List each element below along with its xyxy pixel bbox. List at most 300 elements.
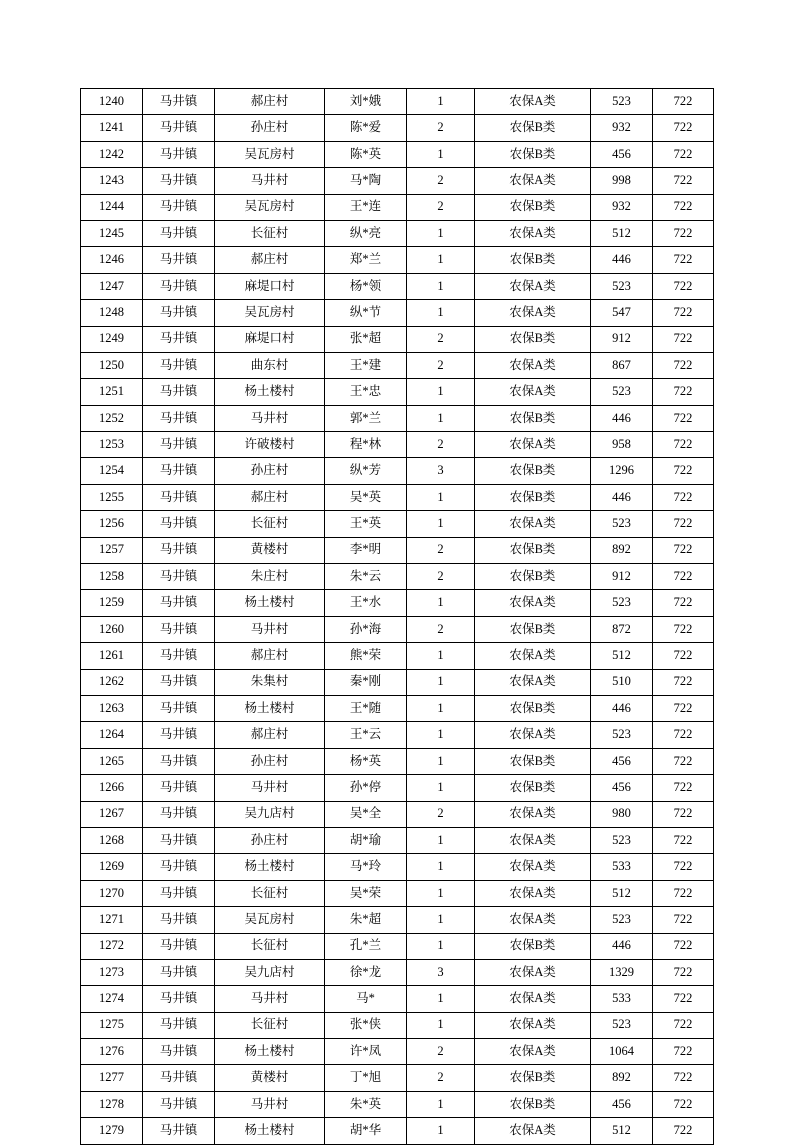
cell-amount: 523 bbox=[591, 1012, 653, 1038]
cell-name: 张*侠 bbox=[325, 1012, 407, 1038]
cell-seq: 1254 bbox=[81, 458, 143, 484]
cell-town: 马井镇 bbox=[143, 432, 215, 458]
cell-village: 孙庄村 bbox=[215, 115, 325, 141]
table-row bbox=[81, 273, 714, 299]
cell-standard: 722 bbox=[653, 1091, 714, 1117]
cell-seq: 1250 bbox=[81, 352, 143, 378]
cell-name: 秦*刚 bbox=[325, 669, 407, 695]
cell-count: 1 bbox=[407, 669, 475, 695]
cell-amount: 547 bbox=[591, 300, 653, 326]
cell-count: 1 bbox=[407, 273, 475, 299]
cell-name: 朱*云 bbox=[325, 564, 407, 590]
cell-count: 1 bbox=[407, 695, 475, 721]
cell-amount: 1064 bbox=[591, 1039, 653, 1065]
table-row bbox=[81, 168, 714, 194]
table-row bbox=[81, 352, 714, 378]
cell-amount: 512 bbox=[591, 220, 653, 246]
cell-standard: 722 bbox=[653, 326, 714, 352]
table-row bbox=[81, 722, 714, 748]
cell-count: 1 bbox=[407, 722, 475, 748]
cell-seq: 1252 bbox=[81, 405, 143, 431]
cell-type: 农保B类 bbox=[475, 247, 591, 273]
cell-count: 1 bbox=[407, 854, 475, 880]
cell-count: 2 bbox=[407, 352, 475, 378]
cell-type: 农保A类 bbox=[475, 827, 591, 853]
cell-name: 纵*节 bbox=[325, 300, 407, 326]
cell-seq: 1249 bbox=[81, 326, 143, 352]
cell-amount: 446 bbox=[591, 695, 653, 721]
table-row bbox=[81, 458, 714, 484]
cell-seq: 1265 bbox=[81, 748, 143, 774]
cell-name: 刘*娥 bbox=[325, 89, 407, 115]
cell-type: 农保B类 bbox=[475, 194, 591, 220]
cell-town: 马井镇 bbox=[143, 854, 215, 880]
cell-standard: 722 bbox=[653, 880, 714, 906]
cell-standard: 722 bbox=[653, 379, 714, 405]
cell-town: 马井镇 bbox=[143, 247, 215, 273]
cell-name: 胡*华 bbox=[325, 1118, 407, 1144]
cell-town: 马井镇 bbox=[143, 458, 215, 484]
cell-seq: 1259 bbox=[81, 590, 143, 616]
cell-town: 马井镇 bbox=[143, 300, 215, 326]
cell-town: 马井镇 bbox=[143, 907, 215, 933]
cell-standard: 722 bbox=[653, 854, 714, 880]
cell-type: 农保A类 bbox=[475, 669, 591, 695]
cell-village: 长征村 bbox=[215, 880, 325, 906]
cell-amount: 523 bbox=[591, 722, 653, 748]
cell-seq: 1277 bbox=[81, 1065, 143, 1091]
cell-standard: 722 bbox=[653, 511, 714, 537]
cell-standard: 722 bbox=[653, 432, 714, 458]
cell-standard: 722 bbox=[653, 458, 714, 484]
cell-amount: 523 bbox=[591, 89, 653, 115]
table-row bbox=[81, 115, 714, 141]
cell-seq: 1247 bbox=[81, 273, 143, 299]
table-row bbox=[81, 1039, 714, 1065]
cell-seq: 1263 bbox=[81, 695, 143, 721]
cell-standard: 722 bbox=[653, 643, 714, 669]
cell-name: 吴*荣 bbox=[325, 880, 407, 906]
cell-town: 马井镇 bbox=[143, 1039, 215, 1065]
cell-village: 郝庄村 bbox=[215, 247, 325, 273]
cell-village: 长征村 bbox=[215, 511, 325, 537]
cell-seq: 1271 bbox=[81, 907, 143, 933]
cell-type: 农保A类 bbox=[475, 168, 591, 194]
cell-village: 马井村 bbox=[215, 168, 325, 194]
cell-type: 农保A类 bbox=[475, 907, 591, 933]
cell-name: 王*忠 bbox=[325, 379, 407, 405]
cell-name: 马*玲 bbox=[325, 854, 407, 880]
cell-type: 农保B类 bbox=[475, 775, 591, 801]
cell-village: 孙庄村 bbox=[215, 748, 325, 774]
cell-type: 农保A类 bbox=[475, 959, 591, 985]
cell-type: 农保A类 bbox=[475, 89, 591, 115]
table-body bbox=[81, 89, 714, 1145]
cell-count: 1 bbox=[407, 511, 475, 537]
cell-seq: 1253 bbox=[81, 432, 143, 458]
cell-amount: 958 bbox=[591, 432, 653, 458]
cell-seq: 1266 bbox=[81, 775, 143, 801]
cell-type: 农保A类 bbox=[475, 379, 591, 405]
cell-standard: 722 bbox=[653, 1065, 714, 1091]
cell-town: 马井镇 bbox=[143, 273, 215, 299]
cell-standard: 722 bbox=[653, 168, 714, 194]
cell-count: 1 bbox=[407, 1091, 475, 1117]
table-row bbox=[81, 247, 714, 273]
cell-village: 吴瓦房村 bbox=[215, 300, 325, 326]
cell-seq: 1270 bbox=[81, 880, 143, 906]
cell-amount: 1329 bbox=[591, 959, 653, 985]
cell-count: 2 bbox=[407, 1039, 475, 1065]
table-row bbox=[81, 695, 714, 721]
table-row bbox=[81, 326, 714, 352]
cell-type: 农保B类 bbox=[475, 326, 591, 352]
cell-town: 马井镇 bbox=[143, 141, 215, 167]
cell-village: 孙庄村 bbox=[215, 827, 325, 853]
cell-town: 马井镇 bbox=[143, 669, 215, 695]
cell-count: 1 bbox=[407, 907, 475, 933]
table-row bbox=[81, 1091, 714, 1117]
cell-type: 农保A类 bbox=[475, 432, 591, 458]
cell-amount: 533 bbox=[591, 854, 653, 880]
cell-village: 朱庄村 bbox=[215, 564, 325, 590]
cell-name: 王*水 bbox=[325, 590, 407, 616]
cell-name: 张*超 bbox=[325, 326, 407, 352]
cell-seq: 1244 bbox=[81, 194, 143, 220]
cell-town: 马井镇 bbox=[143, 590, 215, 616]
cell-standard: 722 bbox=[653, 722, 714, 748]
cell-name: 纵*亮 bbox=[325, 220, 407, 246]
cell-village: 郝庄村 bbox=[215, 722, 325, 748]
cell-village: 孙庄村 bbox=[215, 458, 325, 484]
cell-count: 1 bbox=[407, 643, 475, 669]
cell-seq: 1260 bbox=[81, 616, 143, 642]
cell-amount: 456 bbox=[591, 748, 653, 774]
cell-type: 农保A类 bbox=[475, 273, 591, 299]
cell-town: 马井镇 bbox=[143, 220, 215, 246]
cell-type: 农保B类 bbox=[475, 484, 591, 510]
cell-standard: 722 bbox=[653, 748, 714, 774]
cell-name: 丁*旭 bbox=[325, 1065, 407, 1091]
cell-name: 孔*兰 bbox=[325, 933, 407, 959]
table-row bbox=[81, 220, 714, 246]
cell-village: 马井村 bbox=[215, 405, 325, 431]
cell-village: 朱集村 bbox=[215, 669, 325, 695]
cell-amount: 980 bbox=[591, 801, 653, 827]
cell-seq: 1272 bbox=[81, 933, 143, 959]
cell-town: 马井镇 bbox=[143, 616, 215, 642]
cell-type: 农保B类 bbox=[475, 1091, 591, 1117]
cell-village: 许破楼村 bbox=[215, 432, 325, 458]
cell-amount: 523 bbox=[591, 827, 653, 853]
cell-standard: 722 bbox=[653, 300, 714, 326]
cell-count: 1 bbox=[407, 247, 475, 273]
cell-amount: 512 bbox=[591, 1118, 653, 1144]
cell-standard: 722 bbox=[653, 616, 714, 642]
cell-count: 2 bbox=[407, 537, 475, 563]
cell-name: 李*明 bbox=[325, 537, 407, 563]
cell-standard: 722 bbox=[653, 537, 714, 563]
cell-village: 黄楼村 bbox=[215, 537, 325, 563]
cell-name: 朱*超 bbox=[325, 907, 407, 933]
cell-name: 陈*英 bbox=[325, 141, 407, 167]
cell-town: 马井镇 bbox=[143, 326, 215, 352]
table-row bbox=[81, 379, 714, 405]
table-row bbox=[81, 854, 714, 880]
cell-standard: 722 bbox=[653, 959, 714, 985]
cell-amount: 512 bbox=[591, 643, 653, 669]
cell-count: 2 bbox=[407, 168, 475, 194]
cell-standard: 722 bbox=[653, 352, 714, 378]
cell-town: 马井镇 bbox=[143, 748, 215, 774]
cell-type: 农保A类 bbox=[475, 722, 591, 748]
cell-amount: 892 bbox=[591, 1065, 653, 1091]
cell-town: 马井镇 bbox=[143, 379, 215, 405]
cell-standard: 722 bbox=[653, 273, 714, 299]
cell-town: 马井镇 bbox=[143, 827, 215, 853]
cell-type: 农保A类 bbox=[475, 352, 591, 378]
cell-type: 农保A类 bbox=[475, 854, 591, 880]
cell-seq: 1267 bbox=[81, 801, 143, 827]
cell-amount: 446 bbox=[591, 933, 653, 959]
cell-town: 马井镇 bbox=[143, 1065, 215, 1091]
cell-town: 马井镇 bbox=[143, 695, 215, 721]
cell-village: 吴九店村 bbox=[215, 801, 325, 827]
cell-town: 马井镇 bbox=[143, 933, 215, 959]
cell-village: 吴瓦房村 bbox=[215, 194, 325, 220]
cell-name: 马*陶 bbox=[325, 168, 407, 194]
cell-count: 1 bbox=[407, 379, 475, 405]
cell-amount: 523 bbox=[591, 590, 653, 616]
cell-standard: 722 bbox=[653, 669, 714, 695]
cell-count: 1 bbox=[407, 933, 475, 959]
cell-name: 马* bbox=[325, 986, 407, 1012]
cell-seq: 1278 bbox=[81, 1091, 143, 1117]
cell-count: 2 bbox=[407, 616, 475, 642]
cell-name: 程*林 bbox=[325, 432, 407, 458]
cell-amount: 892 bbox=[591, 537, 653, 563]
cell-amount: 932 bbox=[591, 194, 653, 220]
cell-village: 长征村 bbox=[215, 1012, 325, 1038]
cell-name: 许*凤 bbox=[325, 1039, 407, 1065]
cell-standard: 722 bbox=[653, 775, 714, 801]
cell-name: 孙*停 bbox=[325, 775, 407, 801]
table-row bbox=[81, 1065, 714, 1091]
cell-village: 吴瓦房村 bbox=[215, 141, 325, 167]
cell-count: 1 bbox=[407, 827, 475, 853]
table-row bbox=[81, 300, 714, 326]
cell-count: 1 bbox=[407, 1118, 475, 1144]
table-row bbox=[81, 959, 714, 985]
cell-type: 农保B类 bbox=[475, 537, 591, 563]
cell-town: 马井镇 bbox=[143, 1118, 215, 1144]
cell-type: 农保B类 bbox=[475, 115, 591, 141]
cell-type: 农保B类 bbox=[475, 405, 591, 431]
cell-name: 王*随 bbox=[325, 695, 407, 721]
cell-town: 马井镇 bbox=[143, 564, 215, 590]
cell-village: 马井村 bbox=[215, 1091, 325, 1117]
cell-count: 1 bbox=[407, 880, 475, 906]
table-row bbox=[81, 590, 714, 616]
table-row bbox=[81, 986, 714, 1012]
table-row bbox=[81, 748, 714, 774]
table-row bbox=[81, 616, 714, 642]
cell-village: 郝庄村 bbox=[215, 89, 325, 115]
cell-seq: 1243 bbox=[81, 168, 143, 194]
cell-standard: 722 bbox=[653, 907, 714, 933]
cell-village: 郝庄村 bbox=[215, 484, 325, 510]
cell-seq: 1240 bbox=[81, 89, 143, 115]
table-row bbox=[81, 801, 714, 827]
cell-name: 陈*爱 bbox=[325, 115, 407, 141]
cell-village: 吴九店村 bbox=[215, 959, 325, 985]
cell-standard: 722 bbox=[653, 141, 714, 167]
cell-amount: 456 bbox=[591, 1091, 653, 1117]
cell-seq: 1264 bbox=[81, 722, 143, 748]
cell-name: 孙*海 bbox=[325, 616, 407, 642]
table-row bbox=[81, 933, 714, 959]
cell-count: 2 bbox=[407, 1065, 475, 1091]
cell-name: 郑*兰 bbox=[325, 247, 407, 273]
table-row bbox=[81, 669, 714, 695]
cell-type: 农保B类 bbox=[475, 564, 591, 590]
cell-village: 马井村 bbox=[215, 986, 325, 1012]
table-row bbox=[81, 405, 714, 431]
cell-type: 农保A类 bbox=[475, 511, 591, 537]
cell-standard: 722 bbox=[653, 986, 714, 1012]
cell-seq: 1273 bbox=[81, 959, 143, 985]
cell-village: 麻堤口村 bbox=[215, 326, 325, 352]
cell-village: 黄楼村 bbox=[215, 1065, 325, 1091]
cell-seq: 1269 bbox=[81, 854, 143, 880]
cell-name: 郭*兰 bbox=[325, 405, 407, 431]
cell-count: 2 bbox=[407, 326, 475, 352]
cell-village: 杨土楼村 bbox=[215, 1039, 325, 1065]
cell-standard: 722 bbox=[653, 590, 714, 616]
table-row bbox=[81, 775, 714, 801]
cell-standard: 722 bbox=[653, 933, 714, 959]
cell-standard: 722 bbox=[653, 115, 714, 141]
table-row bbox=[81, 537, 714, 563]
cell-type: 农保A类 bbox=[475, 1012, 591, 1038]
cell-amount: 1296 bbox=[591, 458, 653, 484]
cell-count: 1 bbox=[407, 1012, 475, 1038]
cell-amount: 446 bbox=[591, 405, 653, 431]
cell-seq: 1276 bbox=[81, 1039, 143, 1065]
cell-type: 农保A类 bbox=[475, 986, 591, 1012]
cell-village: 杨土楼村 bbox=[215, 379, 325, 405]
table-row bbox=[81, 141, 714, 167]
cell-count: 2 bbox=[407, 432, 475, 458]
cell-town: 马井镇 bbox=[143, 801, 215, 827]
cell-name: 王*连 bbox=[325, 194, 407, 220]
cell-village: 杨土楼村 bbox=[215, 695, 325, 721]
cell-type: 农保B类 bbox=[475, 1065, 591, 1091]
cell-standard: 722 bbox=[653, 827, 714, 853]
cell-seq: 1268 bbox=[81, 827, 143, 853]
cell-name: 熊*荣 bbox=[325, 643, 407, 669]
cell-standard: 722 bbox=[653, 695, 714, 721]
cell-town: 马井镇 bbox=[143, 537, 215, 563]
table-row bbox=[81, 907, 714, 933]
cell-amount: 998 bbox=[591, 168, 653, 194]
cell-type: 农保A类 bbox=[475, 801, 591, 827]
cell-village: 杨土楼村 bbox=[215, 590, 325, 616]
cell-seq: 1257 bbox=[81, 537, 143, 563]
cell-town: 马井镇 bbox=[143, 511, 215, 537]
cell-seq: 1242 bbox=[81, 141, 143, 167]
cell-town: 马井镇 bbox=[143, 643, 215, 669]
cell-town: 马井镇 bbox=[143, 89, 215, 115]
cell-village: 郝庄村 bbox=[215, 643, 325, 669]
cell-count: 3 bbox=[407, 458, 475, 484]
cell-amount: 932 bbox=[591, 115, 653, 141]
cell-amount: 456 bbox=[591, 775, 653, 801]
cell-type: 农保A类 bbox=[475, 300, 591, 326]
cell-name: 吴*全 bbox=[325, 801, 407, 827]
table-row bbox=[81, 827, 714, 853]
cell-count: 1 bbox=[407, 986, 475, 1012]
cell-town: 马井镇 bbox=[143, 352, 215, 378]
cell-seq: 1261 bbox=[81, 643, 143, 669]
cell-town: 马井镇 bbox=[143, 405, 215, 431]
cell-amount: 872 bbox=[591, 616, 653, 642]
cell-town: 马井镇 bbox=[143, 115, 215, 141]
table-row bbox=[81, 1012, 714, 1038]
cell-name: 徐*龙 bbox=[325, 959, 407, 985]
cell-amount: 912 bbox=[591, 326, 653, 352]
cell-seq: 1246 bbox=[81, 247, 143, 273]
cell-standard: 722 bbox=[653, 484, 714, 510]
cell-standard: 722 bbox=[653, 220, 714, 246]
table-row bbox=[81, 564, 714, 590]
cell-town: 马井镇 bbox=[143, 168, 215, 194]
cell-name: 吴*英 bbox=[325, 484, 407, 510]
cell-standard: 722 bbox=[653, 89, 714, 115]
cell-standard: 722 bbox=[653, 801, 714, 827]
cell-town: 马井镇 bbox=[143, 775, 215, 801]
cell-amount: 523 bbox=[591, 907, 653, 933]
cell-type: 农保B类 bbox=[475, 141, 591, 167]
cell-amount: 523 bbox=[591, 511, 653, 537]
cell-amount: 867 bbox=[591, 352, 653, 378]
cell-seq: 1256 bbox=[81, 511, 143, 537]
cell-type: 农保B类 bbox=[475, 695, 591, 721]
cell-seq: 1248 bbox=[81, 300, 143, 326]
cell-standard: 722 bbox=[653, 405, 714, 431]
cell-count: 2 bbox=[407, 564, 475, 590]
cell-seq: 1255 bbox=[81, 484, 143, 510]
cell-name: 王*云 bbox=[325, 722, 407, 748]
table-row bbox=[81, 484, 714, 510]
cell-village: 马井村 bbox=[215, 616, 325, 642]
cell-seq: 1275 bbox=[81, 1012, 143, 1038]
cell-seq: 1262 bbox=[81, 669, 143, 695]
cell-count: 1 bbox=[407, 89, 475, 115]
cell-amount: 446 bbox=[591, 247, 653, 273]
cell-standard: 722 bbox=[653, 194, 714, 220]
cell-village: 吴瓦房村 bbox=[215, 907, 325, 933]
cell-type: 农保B类 bbox=[475, 458, 591, 484]
cell-name: 杨*领 bbox=[325, 273, 407, 299]
cell-type: 农保A类 bbox=[475, 220, 591, 246]
cell-count: 1 bbox=[407, 405, 475, 431]
cell-town: 马井镇 bbox=[143, 880, 215, 906]
table-row bbox=[81, 89, 714, 115]
cell-name: 杨*英 bbox=[325, 748, 407, 774]
cell-type: 农保B类 bbox=[475, 616, 591, 642]
cell-count: 1 bbox=[407, 484, 475, 510]
